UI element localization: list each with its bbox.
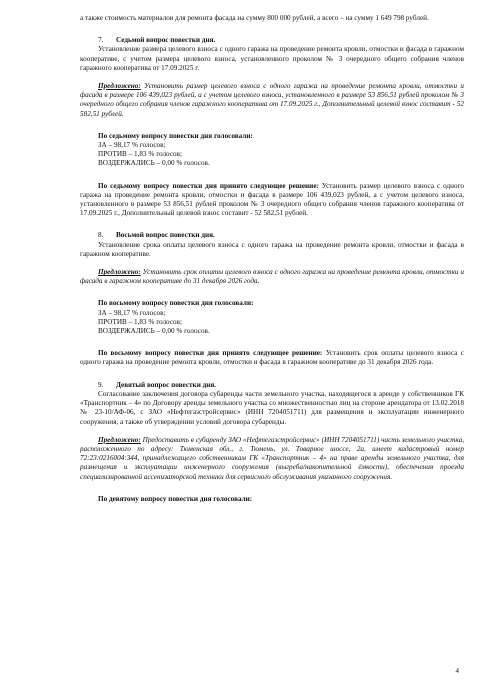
q8-decision: [80, 349, 464, 367]
q7-decision: [80, 182, 464, 219]
q7-vote-heading: По седьмому вопросу повестки дня голосовали:: [98, 131, 253, 140]
q9-proposal-text: Предоставить в субаренду ЗАО «Нефтегазстройсервис» (ИНН 7204051711) часть земельного участка, расположенного по адресу: Тюменская обл., г. Тюмень, ул. Товарное шоссе, 2а, имеет кадастровый номер 72:23:0216004:344, принадлежащего собственникам ГК «Транспортник – 4» на праве аренды земельного участка, для размещения и эксплуатации инженерного сооружения (выгреба/накопительной ёмкости), обеспечения проезда специализированной ассенизаторской техники для сервисного обслуживания указанного сооружения.: [80, 435, 464, 481]
q9-title: Девятый вопрос повестки дня.: [116, 380, 217, 389]
q7-title: Седьмой вопрос повестки дня.: [116, 36, 216, 45]
document-page: [80, 14, 464, 504]
q7-heading: [80, 36, 464, 45]
q8-vote-heading: По восьмому вопросу повестки дня голосовали:: [98, 299, 254, 308]
q8-heading: [80, 231, 464, 240]
q8-number: 8.: [98, 231, 104, 240]
q8-proposal-label: Предложено:: [98, 268, 141, 277]
q8-proposal-text: Установить срок оплаты целевого взноса с одного гаража на проведение ремонта кровли, отмостки и фасада в гаражном кооперативе до 31 декабря 2026 года.: [80, 268, 464, 286]
q9-text: Согласование заключения договора субаренды части земельного участка, находящегося в аренде у собственников ГК «Транспортник – 4» по Договору аренды земельного участка со множественностью лиц на стороне арендатора от 13.02.2018 № 23-10/АФ-06, с ЗАО «Нефтегазстройсервис» (ИНН 7204051711) для размещения и эксплуатации инженерного сооружения, а также об утверждении условий договора субаренды.: [80, 389, 464, 426]
q9-heading: [80, 381, 464, 390]
q8-text: Установление срока оплаты целевого взноса с одного гаража на проведение ремонта кровли, отмостки и фасада в гаражном кооперативе.: [80, 240, 464, 258]
q8-title: Восьмой вопрос повестки дня.: [116, 231, 215, 240]
page-number: 4: [455, 666, 459, 675]
q7-number: 7.: [98, 36, 104, 45]
q9-vote-heading: По девятому вопросу повестки дня голосовали:: [98, 494, 253, 503]
intro-continuation: а также стоимость материалов для ремонта фасада на сумму 800 000 рублей, а всего – на сумму 1 649 798 рублей.: [80, 14, 429, 22]
q9-proposal-label: Предложено:: [98, 435, 141, 444]
q8-vote-abstain: ВОЗДЕРЖАЛИСЬ – 0,00 % голосов.: [98, 327, 210, 336]
q8-vote-for: ЗА – 98,17 % голосов;: [98, 308, 166, 317]
q8-vote-against: ПРОТИВ – 1,83 % голосов;: [98, 317, 182, 326]
q8-decision-heading: По восьмому вопросу повестки дня принято следующее решение:: [98, 349, 323, 358]
q7-text: Установление размера целевого взноса с одного гаража на проведение ремонта кровли, отмостки и фасада в гаражном кооперативе, с учетом размера целевого взноса, установленного проколом № 3 очередного общего собрания членов гаражного кооператива от 17.09.2025 г.: [80, 45, 464, 72]
q7-proposal: [80, 82, 464, 119]
q7-decision-heading: По седьмому вопросу повестки дня принято следующее решение:: [98, 181, 319, 190]
q8-proposal: [80, 268, 464, 286]
q7-vote-against: ПРОТИВ – 1,83 % голосов;: [98, 150, 182, 159]
q9-number: 9.: [98, 380, 104, 389]
q8-decision-text: Установить срок оплаты целевого взноса с одного гаража на проведение ремонта кровли, отмостки и фасада в гаражном кооперативе до 31 декабря 2026 года.: [80, 349, 464, 367]
q7-proposal-text: Установить размер целевого взноса с одного гаража на проведение ремонта кровли, отмостки и фасада в размере 106 439,023 рублей, а с учетом целевого взноса, установленного в размере 53 856,51 рублей проколом № 3 очередного общего собрания членов гаражного кооператива от 17.09.2025 г., Дополнительный целевой взнос составит - 52 582,51 рублей.: [80, 82, 464, 118]
q7-decision-text: Установить размер целевого взноса с одного гаража на проведение ремонта кровли, отмостки и фасада в размере 106 439,023 рублей, а с учетом целевого взноса, установленного в размере 53 856,51 рублей проколом № 3 очередного общего собрания членов гаражного кооператива от 17.09.2025 г., Дополнительный целевой взнос составит - 52 582,51 рублей.: [80, 181, 464, 218]
q7-vote-for: ЗА – 98,17 % голосов;: [98, 141, 166, 150]
q7-vote-abstain: ВОЗДЕРЖАЛИСЬ – 0,00 % голосов.: [98, 159, 210, 168]
q9-proposal: [80, 436, 464, 482]
q7-proposal-label: Предложено:: [98, 82, 141, 91]
